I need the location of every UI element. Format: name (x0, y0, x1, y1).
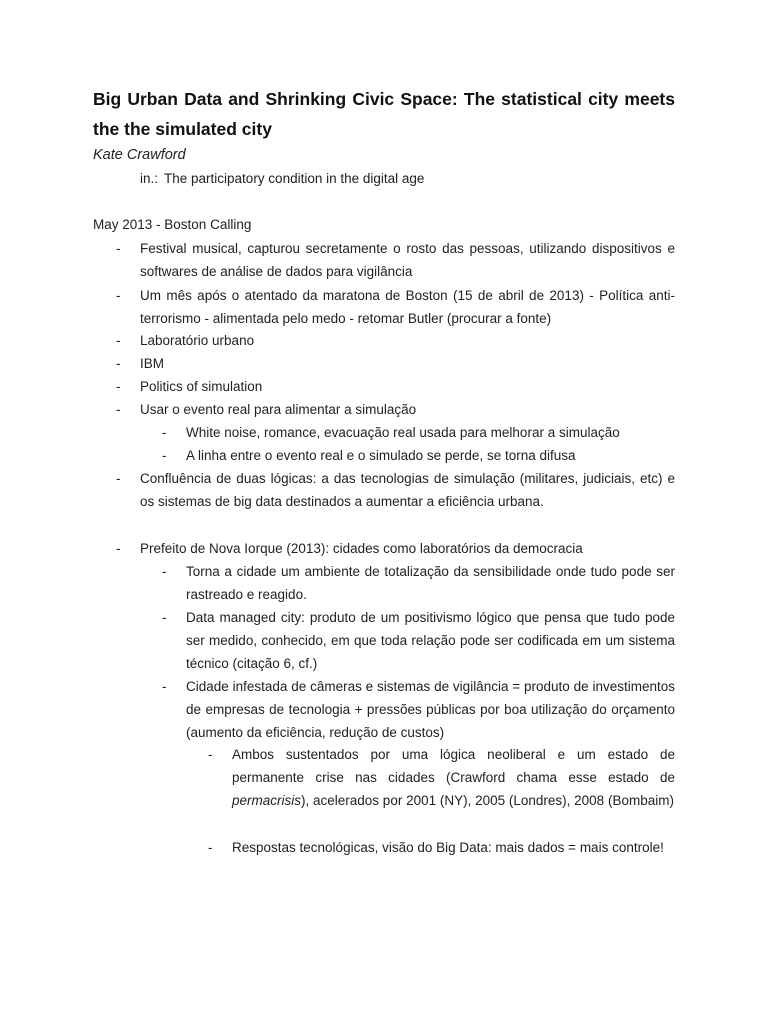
list-item (208, 743, 675, 812)
list-item (208, 836, 675, 859)
list-item-text: A linha entre o evento real e o simulado se perde, se torna difusa (186, 448, 576, 463)
list-item (116, 537, 675, 560)
list-item-text-before: Ambos sustentados por uma lógica neoliberal e um estado de permanente crise nas cidades (Crawford chama esse estado de (232, 747, 675, 785)
bullet-dash: - (208, 747, 213, 762)
list-item (116, 237, 675, 283)
list-item (162, 606, 675, 675)
list-item (116, 329, 675, 352)
bullet-dash: - (116, 288, 121, 303)
bullet-dash: - (116, 402, 121, 417)
list-item (116, 467, 675, 513)
bullet-dash: - (162, 679, 167, 694)
list-item-text: Usar o evento real para alimentar a simulação (140, 402, 417, 417)
bullet-dash: - (116, 241, 121, 256)
list-item-text: White noise, romance, evacuação real usada para melhorar a simulação (186, 425, 620, 440)
source-title: The participatory condition in the digital age (164, 171, 425, 186)
list-item-text-after: ), acelerados por 2001 (NY), 2005 (Londres), 2008 (Bombaim) (301, 793, 674, 808)
list-item-text: Um mês após o atentado da maratona de Boston (15 de abril de 2013) - Política anti-terrorismo - alimentada pelo medo - retomar Butler (procurar a fonte) (140, 288, 675, 326)
section-heading: May 2013 - Boston Calling (93, 217, 252, 232)
bullet-dash: - (116, 356, 121, 371)
bullet-dash: - (162, 564, 167, 579)
bullet-dash: - (116, 471, 121, 486)
list-item (116, 284, 675, 330)
bullet-dash: - (208, 840, 213, 855)
list-item-text: IBM (140, 356, 165, 371)
list-item (116, 398, 675, 421)
list-item-text: Politics of simulation (140, 379, 263, 394)
list-item-text: Respostas tecnológicas, visão do Big Data: mais dados = mais controle! (232, 840, 664, 855)
list-item (162, 560, 675, 606)
document-author: Kate Crawford (93, 147, 186, 163)
list-item (116, 375, 675, 398)
list-item-text: Prefeito de Nova Iorque (2013): cidades como laboratórios da democracia (140, 541, 583, 556)
list-item (116, 352, 675, 375)
list-item (162, 444, 675, 467)
list-item (162, 675, 675, 744)
document-title: Big Urban Data and Shrinking Civic Space: The statistical city meets the the simulated city (93, 89, 675, 139)
bullet-dash: - (116, 379, 121, 394)
list-item-text: Data managed city: produto de um positivismo lógico que pensa que tudo pode ser medido, conhecido, em que toda relação pode ser codificada em um sistema técnico (citação 6, cf.) (186, 610, 675, 671)
list-item-text: Laboratório urbano (140, 333, 255, 348)
list-item-emphasis: permacrisis (232, 793, 302, 808)
list-item (162, 421, 675, 444)
bullet-dash: - (116, 333, 121, 348)
list-item-text: Confluência de duas lógicas: a das tecnologias de simulação (militares, judiciais, etc) e os sistemas de big data destinados a aumentar a eficiência urbana. (140, 471, 675, 509)
bullet-dash: - (162, 425, 167, 440)
source-reference (140, 169, 424, 189)
bullet-dash: - (162, 448, 167, 463)
list-item-text: Torna a cidade um ambiente de totalização da sensibilidade onde tudo pode ser rastreado e reagido. (186, 564, 675, 602)
bullet-dash: - (162, 610, 167, 625)
bullet-dash: - (116, 541, 121, 556)
list-item-text: Festival musical, capturou secretamente o rosto das pessoas, utilizando dispositivos e softwares de análise de dados para vigilância (140, 241, 675, 279)
list-item-text: Cidade infestada de câmeras e sistemas de vigilância = produto de investimentos de empresas de tecnologia + pressões públicas por boa utilização do orçamento (aumento da eficiência, redução de custos) (186, 679, 675, 740)
source-prefix: in.: (140, 171, 159, 186)
